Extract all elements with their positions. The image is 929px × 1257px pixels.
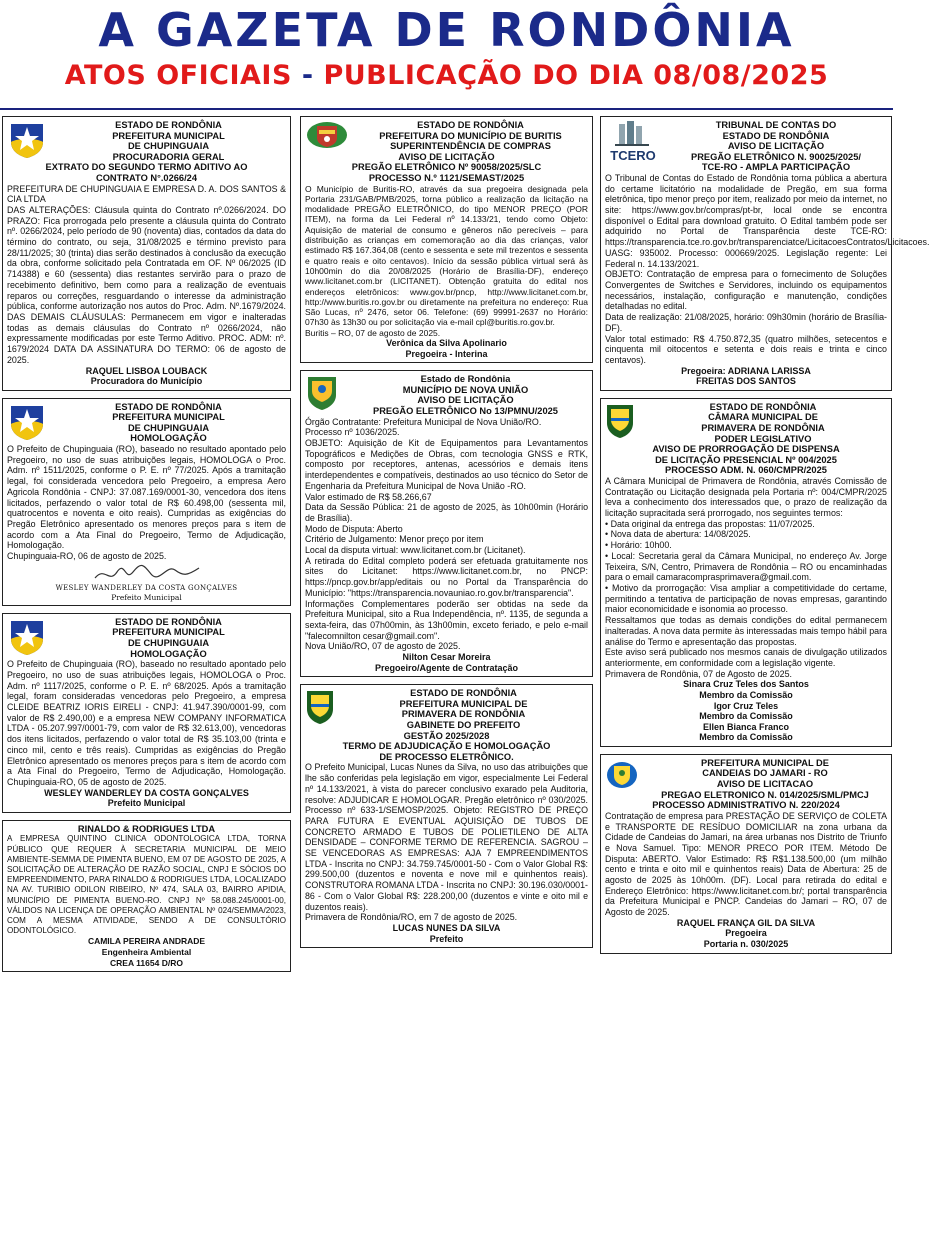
paragraph: O Município de Buritis-RO, através da sua pregoeira designada pela Portaria 231/GAB/PMB/2025, torna público a realização da licitação na modalidade PREGÃO ELETRÔNICO, do tipo MENOR PREÇO (POR ITEM), na forma da Lei Federal nº 14.133/21, tendo como Objeto: Aquisição de material de consumo e gêneros não perecíveis – para distribuição as crianças em comemoração ao dia das crianças, valor estimado R$ 167.364,08 (cento e sessenta e sete mil trezentos e sessenta e quatro reais e oito centavos). Início da sessão pública virtual será às 10h00min do dia 20/08/2025 (Horário de Brasília-DF), endereço www.licitanet.com.br (LICITANET). Obtenção gratuita do edital nos endereços eletrônicos: www.gov.br/pncp, http://www.licitanet.com.br, http://www.buritis.ro.gov.br ou diretamente na prefeitura no endereço: Rua São Lucas, nº 2476, setor 06. Telefone: (69) 99991-2637 no Horário: 07h30 às 13h30 ou por solicitação via e-mail cpl@buritis.ro.gov.br. [305,183,588,328]
header-line: ESTADO DE RONDÔNIA [410,688,517,699]
signature-line: Portaria n. 030/2025 [703,939,789,950]
paragraph: Modo de Disputa: Aberto [305,523,403,534]
notice-body [305,417,588,652]
paragraph: Este aviso será publicado nos mesmos canais de divulgação utilizados anteriormente, em conformidade com a legislação vigente. [605,647,887,668]
header-line: CÂMARA MUNICIPAL DE [708,412,818,423]
notice-camara-primavera-prorrogacao [600,398,892,747]
signature-line: Membro da Comissão [699,711,793,722]
header-line: DE CHUPINGUAIA [127,422,210,433]
header-line: AVISO DE PRORROGAÇÃO DE DISPENSA [652,444,840,455]
header-line: CANDEIAS DO JAMARI - RO [702,768,828,779]
rondonia-star-logo-icon [7,120,47,160]
signature [7,936,286,968]
notice-body [605,172,929,366]
header-line: PRIMAVERA DE RONDÔNIA [701,423,825,433]
tce-ro-logo-icon [605,120,661,164]
notice-body [7,834,286,936]
notice-header [305,688,588,762]
paragraph: O Prefeito de Chupinguaia (RO), baseado no resultado apontado pelo Pregoeiro, no uso de suas atribuições legais, HOMOLOGA o Proc. Adm. nº 1511/2025, conforme o P. E. nº 77/2025. Após a tramitação legal, foi considerada vencedora pelo Pregoeiro, a empresa Aero Agricola Rondônia - CNPJ: 37.087.169/0001-30, vencedora dos itens licitados, perfazendo o valor total de R$ 60.498,00 (sessenta mil, quatrocentos e noventa e oito reais). Cumpridas as exigências do Pregão Eletrônico apresentado os menores preços para s item de acordo com a Ata Final do Pregoeiro, Termo de Adjudicação, Homologação. [7,444,286,551]
signature-line: Ellen Bianca Franco [702,721,790,732]
header-line: AVISO DE LICITAÇÃO [727,141,825,152]
paragraph: A EMPRESA QUINTINO CLINICA ODONTOLOGICA LTDA, TORNA PÚBLICO QUE REQUER À SECRETARIA MUNICIPAL DE MEIO AMBIENTE-SEMMA DE PIMENTA BUENO, EM 07 DE AGOSTO DE 2025, A SOLICITAÇÃO DE ALTERAÇÃO DE RAZÃO SOCIAL, CNPJ E SÓCIOS DO EMPREENDIMENTO, PARA RINALDO & RODRIGUES LTDA, LOCALIZADO NA AV. TURIBIO ODILON RIBEIRO, Nº 474, SALA 03, BAIRRO APIDIA, MUNICÍPIO DE PIMENTA BUENO-RO. CNPJ Nº 58.088.245/0001-00, VÁLIDOS NA LICENÇA DE OPERAÇÃO AMBIENTAL Nº 024/SEMMA/2023, COM A MESMA ATIVIDADE, SENDO A DE CONSULTÓRIO ODONTOLÓGICO. [7,834,286,936]
notice-header [7,824,286,835]
signature-line: Engenheira Ambiental [101,947,192,958]
paragraph: A Câmara Municipal de Primavera de Rondônia, através Comissão de Contratação ou Licitação designada pela Portaria nº: 004/CMPR/2025 leva a conhecimento dos interessados que, o prazo de realização da licitação supracitada será prorrogado, nos seguintes termos: [605,475,887,519]
header-line: ESTADO DE RONDÔNIA [722,130,830,141]
notice-candeias-licitacao [600,754,892,954]
header-line: AVISO DE LICITAÇÃO [417,395,514,406]
signature-line: Igor Cruz Teles [713,700,779,711]
paragraph: O Prefeito de Chupinguaia (RO), baseado no resultado apontado pelo Pregoeiro, no uso de suas atribuições legais, HOMOLOGA o Proc. Adm. nº 1117/2025, conforme o P. E. nº 68/2025. Após a tramitação legal, foram consideradas vencedoras pelo Pregoeiro, a empresa CLEIDE BEATRIZ IORIS EIRELI - CNPJ: 41.947.390/0001-99, com valor de R$ 2.490,00) e a empresa NEW COMPANY INFORMATICA LTDA - 05.207.997/0001-79, com valor de R$ 32.613,00), vencedoras dos itens licitados, perfazendo o valor total de R$ 35.103,00 (trinta e cinco mil, cento e três reais). Cumpridas as exigências do Pregão Eletrônico apresentado os menores preços para s item de acordo com a Ata Final do Pregoeiro, Termo de Adjudicação, Homologação. Chupinguaia-RO, 05 de agosto de 2025. [7,659,286,787]
paragraph: Informações Complementares poderão ser obtidas na sede da Prefeitura Municipal, sito a Rua Independência, nº. 1135, de segunda a sexta-feira, das 07h00min, às 13h00min, exceto feriado, e pelo e-mail "falecomnilton cesar@gmail.com". [305,598,588,641]
paragraph: Critério de Julgamento: Menor preço por item [305,534,484,545]
header-line: PREFEITURA DO MUNICÍPIO DE BURITIS [379,130,562,141]
header-line: DE LICITAÇÃO PRESENCIAL Nº 004/2025 [655,454,837,465]
section-subtitle [0,56,893,96]
signature-line: LUCAS NUNES DA SILVA [392,922,501,933]
paragraph: Contratação de empresa para PRESTAÇÃO DE SERVIÇO de COLETA e TRANSPORTE DE RESÍDUO DOMICILIAR na zona urbana da Cidade de Candeias do Jamari, na área urbanas nos Distrito de Triunfo e Nova Samuel. Tipo: MENOR PRECO POR ITEM. Método De Disputa: ABERTO. Valor Estimado: R$ R$1.138.500,00 (um milhão cento e trinta e oito mil e quinhentos reais) Data de Abertura: 25 de agosto de 2025 às 10h00m. (DF). Local para retirada do edital e Endereço Eletrônico: https://www.licitanet.com.br/; portal transparência da Prefeitura Municipal e PNCP. Candeias do Jamari – RO, 07 de Agosto de 2025. [605,810,887,918]
column-left [2,116,291,979]
paragraph: Local da disputa virtual: www.licitanet.com.br (Licitanet). [305,545,526,556]
notice-chupinguaia-aditivo [2,116,291,391]
header-line: ESTADO DE RONDÔNIA [115,120,222,130]
subtitle-dash: - [291,60,324,91]
header-line: PREFEITURA MUNICIPAL [112,627,225,638]
rondonia-star-logo-icon [7,402,47,442]
paragraph: O Prefeito Municipal, Lucas Nunes da Silva, no uso das atribuições que lhe são conferidas pela legislação em vigor, especialmente Lei Federal nº 14.133/2021, à vista do parecer conclusivo exarado pela Auditoria, resolve: ADJUDICAR E HOMOLOGAR. Pregão eletrônico nº 030/2025. Processo nº 633-1/SEMOSP/2025. Objeto: REGISTRO DE PREÇO PARA FUTURA E EVENTUAL AQUISIÇÃO DE TUBOS DE CONCRETO ARMADO E TUBOS DE POLIETILENO DE ALTA DENSIDADE – CONFORME TERMO DE REFERENCIA. SAGROU – SE VENCEDORAS AS EMPRESAS: AJA 7 EMPREENDIMENTOS LTDA - Inscrita no CNPJ: 34.759.745/0001-50 - Com o Valor Global R$: 299.500,00 (duzentos e noventa e nove mil e quinhentos reais). CONSTRUTORA ROMANA LTDA - Inscrita no CNPJ: 30.196.030/0001-86 - Com o Valor Global R$: 228.200,00 (duzentos e vinte e oito mil e duzentos reais). [305,762,588,912]
notice-rinaldo-rodrigues [2,820,291,972]
header-line: PREFEITURA MUNICIPAL DE [701,757,829,768]
column-right [600,116,929,961]
notice-body [305,762,588,923]
paragraph: Buritis – RO, 07 de agosto de 2025. [305,327,441,338]
paragraph: • Horário: 10h00. [605,540,672,551]
signature [7,366,286,387]
signature [7,788,286,809]
signature-line: Prefeito Municipal [107,798,186,809]
header-line: DE CHUPINGUAIA [127,141,210,152]
paragraph: DAS ALTERAÇÕES: Cláusula quinta do Contrato nº.0266/2024. DO PRAZO: Fica prorrogada pelo presente a cláusula quinta do Contrato nº. 0266/2024, pelo período de 90 (noventa) dias, contados da data do término do contrato, ou seja, 31/08/2025 e término previsto para 28/11/2025; 30 (trinta) dias serão destinados à conclusão da execução da obra, conforme solicitado pela Contratada em OF. Nº 06/2025 (ID 714388) e 60 (sessenta) dias restantes servirão para o prazo de recebimento definitivo, bem como para a realização de eventuais reparos ou correções, resguardando o interesse da administração pública, conforme autorização nos autos do Proc. Adm. Nº.1679/2024. DAS DEMAIS CLÁUSULAS: Permanecem em vigor e inalteradas todas as demais cláusulas do Contrato nº 0266/2024, não expressamente modificadas por este Termo Aditivo. PROC. ADM: nº. 1679/2024 DATA DA ASSINATURA DO TERMO: 06 de agosto de 2025. [7,204,286,365]
notice-buritis-licitacao [300,116,593,363]
signature-line: Pregoeira [725,928,767,939]
handwritten-signature: WESLEY WANDERLEY DA COSTA GONÇALVES Prefeito Municipal [7,562,286,602]
paragraph: Valor total estimado: R$ 4.750.872,35 (quatro milhões, setecentos e cinquenta mil oitocentos e setenta e dois reais e trinta e cinco centavos). [605,333,887,365]
paragraph: OBJETO: Aquisição de Kit de Equipamentos para Levantamentos Topográficos e Medições de Obras, com tecnologia GNSS e RTK, composto por receptores, antenas, acessórios e demais itens interdependentes e compatíveis, destinados ao uso técnico do Setor de Engenharia da Prefeitura Municipal de Nova União -RO. [305,437,588,491]
signature [605,918,887,950]
header-line: Estado de Rondônia [420,374,511,385]
notice-header [305,374,588,416]
notice-primavera-adjudicacao [300,684,593,948]
buritis-coat-of-arms-icon [305,120,349,150]
header-line: GABINETE DO PREFEITO [406,720,521,731]
signature-line: Pregoeira: ADRIANA LARISSA [681,365,811,376]
header-line: DE CHUPINGUAIA [127,638,210,648]
signature-line: CREA 11654 D/RO [110,957,183,968]
header-line: PODER LEGISLATIVO [714,433,812,444]
header-line: AVISO DE LICITAÇÃO [398,151,495,162]
header-line: SUPERINTENDÊNCIA DE COMPRAS [390,141,551,152]
signature-line: Membro da Comissão [699,689,793,700]
newspaper-title: A GAZETA DE RONDÔNIA [98,3,795,57]
masthead [0,0,893,110]
notice-body [305,184,588,338]
header-line: PROCESSO ADMINISTRATIVO N. 220/2024 [652,800,840,811]
paragraph: Chupinguaia-RO, 06 de agosto de 2025. [7,551,167,562]
signature-line: Nilton Cesar Moreira [402,652,491,663]
paragraph: • Local: Secretaria geral da Câmara Municipal, no endereço Av. Jorge Teixeira, S/N, Centro, Primavera de Rondônia – RO ou encaminhadas para o email camaracomprasprimavera@gmail.com. [605,550,887,583]
signature-line: Membro da Comissão [699,732,793,743]
paragraph: Nova União/RO, 07 de agosto de 2025. [305,641,461,652]
header-line: ESTADO DE RONDÔNIA [417,120,524,130]
header-line: PREGÃO ELETRÔNICO Nº 90058/2025/SLC [351,162,542,173]
header-line: PROCURADORIA GERAL [112,151,225,162]
notice-chupinguaia-homologacao-2 [2,613,291,813]
notice-body [605,476,887,679]
subtitle-date: PUBLICAÇÃO DO DIA 08/08/2025 [323,60,829,91]
paragraph: Data da Sessão Pública: 21 de agosto de 2025, às 10h00min (Horário de Brasília). [305,502,588,523]
column-middle [300,116,593,955]
candeias-coat-of-arms-icon [605,758,639,792]
subtitle-atos: ATOS OFICIAIS [64,60,292,91]
notice-header [7,617,286,659]
notice-body [605,811,887,918]
notice-tce-ro-licitacao [600,116,929,391]
paragraph: • Nova data de abertura: 14/08/2025. [605,529,751,540]
header-line: PREGÃO ELETRÔNICO N. 90025/2025/ [691,151,861,162]
header-line: TRIBUNAL DE CONTAS DO [715,120,837,130]
signature-line: Sinara Cruz Teles dos Santos [683,679,809,690]
paragraph: UASG: 935002. Processo: 000669/2025. Legislação regente: Lei Federal n. 14.133/2021. [605,247,887,269]
signature-line: Pregoeira - Interina [405,348,488,359]
primavera-coat-of-arms-icon [305,688,335,726]
notice-body [7,659,286,787]
notice-header [7,120,286,184]
paragraph: Órgão Contratante: Prefeitura Municipal de Nova União/RO. [305,416,542,427]
notice-body [7,184,286,366]
paragraph: Valor estimado de R$ 58.266,67 [305,491,432,502]
header-line: HOMOLOGAÇÃO [130,648,207,659]
signature-line: CAMILA PEREIRA ANDRADE [87,936,206,947]
header-line: PROCESSO N.º 1121/SEMAST/2025 [368,172,525,183]
header-line: AVISO DE LICITACAO [716,779,814,790]
header-line: TCE-RO - AMPLA PARTICIPAÇÃO [701,162,851,173]
camara-primavera-coat-of-arms-icon [605,402,635,440]
header-line: PREGÃO ELETRÔNICO No 13/PMNU/2025 [373,405,558,416]
paragraph: • Motivo da prorrogação: Visa ampliar a competitividade do certame, permitindo a tentativa de participação de novas empresas, garantindo maior economicidade e isonomia ao processo. [605,583,887,615]
header-line: DE PROCESSO ELETRÔNICO. [379,751,514,762]
signature [305,652,588,673]
notice-header [605,758,887,811]
signature-line: RAQUEL LISBOA LOUBACK [85,365,208,376]
signature-line: Pregoeiro/Agente de Contratação [374,662,519,673]
paragraph: • Data original da entrega das propostas: 11/07/2025. [605,518,815,529]
paragraph: Primavera de Rondônia/RO, em 7 de agosto de 2025. [305,912,518,923]
rondonia-star-logo-icon [7,617,47,657]
paragraph: PREFEITURA DE CHUPINGUAIA E EMPRESA D. A. DOS SANTOS & CIA LTDA [7,183,286,205]
header-line: HOMOLOGAÇÃO [130,433,207,444]
signature [605,679,887,743]
signature-line: Procuradora do Município [90,376,203,387]
header-line: GESTÃO 2025/2028 [403,730,490,741]
paragraph: O Tribunal de Contas do Estado de Rondônia torna pública a abertura do certame licitatório na modalidade de Pregão, em sua forma eletrônica, tipo menor preço por item, realizado por meio da internet, no site: https://www.gov.br/compras/pt-br, local onde se encontra disponível o Edital para download gratuito. O Edital também pode ser adquirido no Portal de Transparência deste TCE-RO: https://transparencia.tce.ro.gov.br/transparenciatce/LicitacoesContratos/Licitacoes. [605,172,929,248]
header-line: ESTADO DE RONDÔNIA [115,616,222,627]
notice-header [605,402,887,476]
header-line: RINALDO & RODRIGUES LTDA [77,823,216,834]
signature-line: WESLEY WANDERLEY DA COSTA GONÇALVES [44,787,249,798]
header-line: MUNICÍPIO DE NOVA UNIÃO [402,384,529,395]
signature [305,338,588,359]
notice-body [7,444,286,562]
signature-line: Verônica da Silva Apolinario [386,338,507,349]
header-line: CONTRATO N°.0266/24 [95,172,198,183]
signature [305,923,588,944]
paragraph: Ressaltamos que todas as demais condições do edital permanecem inalteradas. A nova data permite às interessadas mais tempo hábil para análise do Termo e apresentação das propostas. [605,615,887,647]
tce-ro-logo-text: TCERO [610,148,656,164]
header-line: PREFEITURA MUNICIPAL [112,130,225,141]
header-line: PREGAO ELETRONICO N. 014/2025/SML/PMCJ [661,789,869,800]
notice-chupinguaia-homologacao-1 [2,398,291,606]
notice-header [7,402,286,444]
signature-line: FREITAS DOS SANTOS [696,376,796,387]
header-line: ESTADO DE RONDÔNIA [709,401,817,412]
paragraph: Primavera de Rondônia, 07 de Agosto de 2025. [605,668,792,679]
signature [605,366,887,387]
header-line: TERMO DE ADJUDICAÇÃO E HOMOLOGAÇÃO [342,741,551,752]
signature-line: RAQUEL FRANÇA GIL DA SILVA [676,917,816,928]
paragraph: OBJETO: Contratação de empresa para o fornecimento de Soluções Convergentes de Switches e Servidores, incluindo os equipamentos necessários, instalação, configuração e manutenção, condições detalhadas no edital. [605,269,887,312]
header-line: PROCESSO ADM. N. 060/CMPR/2025 [665,465,827,476]
nova-uniao-coat-of-arms-icon [305,374,339,412]
paragraph: A retirada do Edital completo poderá ser efetuada gratuitamente nos sites do Licitanet: https://www.licitanet.com.br, no PNCP: https://pncp.gov.br/app/editais ou no Portal da Transparência do Município: "https://transparencia.novauniao.ro.gov.br/transparencia". [305,555,588,598]
header-line: PRIMAVERA DE RONDÔNIA [401,709,526,720]
header-line: ESTADO DE RONDÔNIA [115,401,222,412]
header-line: PREFEITURA MUNICIPAL DE [399,698,528,709]
notice-nova-uniao-licitacao [300,370,593,677]
header-line: PREFEITURA MUNICIPAL [112,412,225,423]
signature-line: Prefeito [429,933,464,944]
header-line: EXTRATO DO SEGUNDO TERMO ADITIVO AO [45,162,248,173]
paragraph: Processo nº 1036/2025. [305,427,400,438]
paragraph: Data de realização: 21/08/2025, horário: 09h30min (horário de Brasília-DF). [605,312,887,333]
